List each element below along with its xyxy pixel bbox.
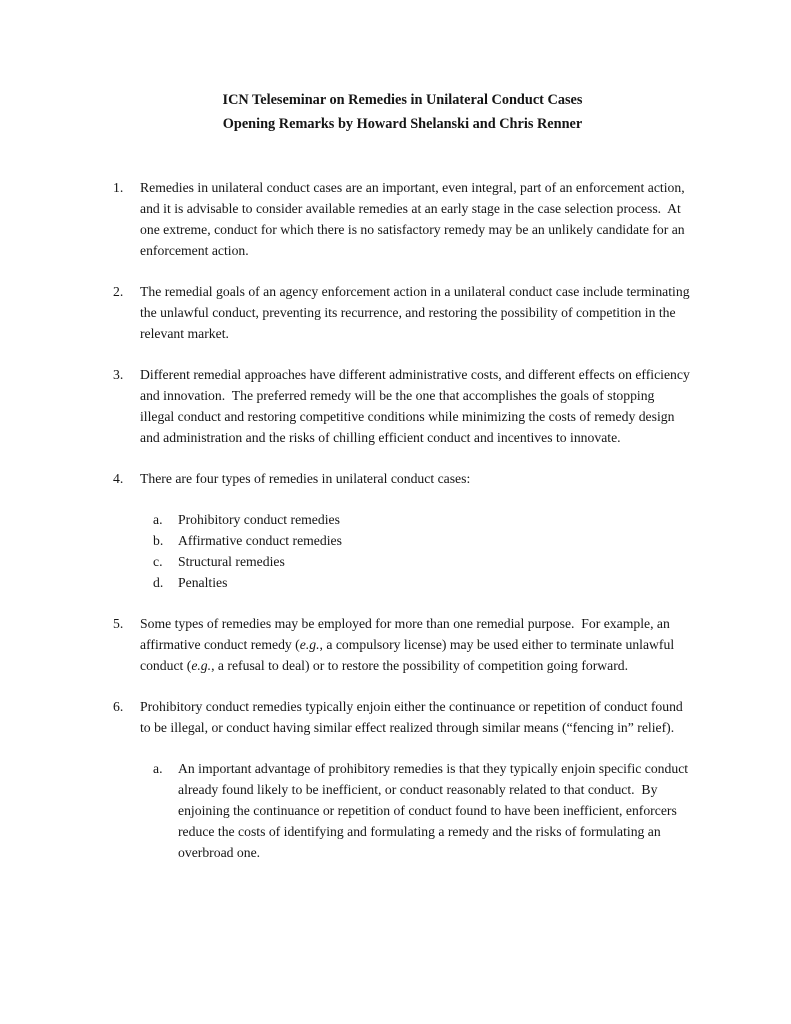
list-body	[140, 696, 692, 863]
list-body	[140, 281, 692, 344]
title-line-1: ICN Teleseminar on Remedies in Unilateral Conduct Cases	[222, 92, 583, 108]
list-body	[140, 364, 692, 448]
text-run: Different remedial approaches have different administrative costs, and different effects on efficiency and innovation. The preferred remedy will be the one that accomplishes the goals of stopping illegal conduct and restoring competitive conditions while minimizing the costs of remedy design and administration and the risks of chilling efficient conduct and incentives to innovate.	[140, 367, 694, 445]
sub-list-text	[178, 530, 342, 551]
list-item	[113, 468, 692, 593]
sub-list-marker: a.	[153, 761, 163, 776]
sub-list-body	[178, 572, 227, 593]
sub-list-text	[178, 509, 340, 530]
list-marker: 6.	[113, 699, 124, 714]
text-run: Penalties	[178, 575, 228, 590]
sub-list-item	[153, 509, 692, 530]
list-text	[140, 613, 692, 676]
sub-list-body	[178, 551, 285, 572]
list-item	[113, 613, 692, 676]
italic-text-run: e.g.	[191, 658, 212, 673]
sub-list-item	[153, 758, 692, 863]
text-run: , a refusal to deal) or to restore the possibility of competition going forward.	[211, 658, 629, 673]
list-text	[140, 364, 692, 448]
sub-list-body	[178, 509, 340, 530]
list-marker: 2.	[113, 284, 124, 299]
text-run: Prohibitory conduct remedies	[178, 512, 340, 527]
list-item	[113, 364, 692, 448]
list-text	[140, 696, 692, 738]
text-run: There are four types of remedies in unilateral conduct cases:	[140, 471, 471, 486]
list-text	[140, 177, 692, 261]
text-run: , a compulsory license) may be used either to terminate unlawful conduct (	[140, 637, 678, 673]
title-line-2: Opening Remarks by Howard Shelanski and Chris Renner	[222, 116, 583, 132]
list-marker: 4.	[113, 471, 124, 486]
text-run: Remedies in unilateral conduct cases are an important, even integral, part of an enforcement action, and it is advisable to consider available remedies at an early stage in the case selection process. At one extreme, conduct for which there is no satisfactory remedy may be an unlikely candidate for an enforcement action.	[140, 180, 689, 258]
list-body	[140, 613, 692, 676]
sub-list-body	[178, 530, 342, 551]
text-run: Structural remedies	[178, 554, 285, 569]
sub-list-marker: d.	[153, 575, 164, 590]
sub-list-item	[153, 551, 692, 572]
list-item	[113, 281, 692, 344]
list-text	[140, 281, 692, 344]
sub-list-item	[153, 530, 692, 551]
list-marker: 5.	[113, 616, 124, 631]
list-text	[140, 468, 692, 489]
sub-list-body	[178, 758, 692, 863]
list-marker: 1.	[113, 180, 124, 195]
text-run: Prohibitory conduct remedies typically enjoin either the continuance or repetition of conduct found to be illegal, or conduct having similar effect realized through similar means (“fencing in” relief).	[140, 699, 687, 735]
sub-list-text	[178, 758, 692, 863]
list-item	[113, 696, 692, 863]
document-title	[113, 88, 692, 136]
list-body	[140, 177, 692, 261]
sub-list-text	[178, 551, 285, 572]
italic-text-run: e.g.	[299, 637, 320, 652]
sub-list-item	[153, 572, 692, 593]
sub-list	[153, 758, 692, 863]
sub-list-marker: a.	[153, 512, 163, 527]
text-run: Some types of remedies may be employed for more than one remedial purpose. For example, an affirmative conduct remedy (	[140, 616, 674, 652]
text-run: The remedial goals of an agency enforcement action in a unilateral conduct case include terminating the unlawful conduct, preventing its recurrence, and restoring the possibility of competition in the relevant market.	[140, 284, 693, 341]
text-run: An important advantage of prohibitory remedies is that they typically enjoin specific conduct already found likely to be inefficient, or conduct reasonably related to that conduct. By enjoining the continuance or repetition of conduct found to have been inefficient, enforcers reduce the costs of identifying and formulating a remedy and the risks of formulating an overbroad one.	[178, 761, 692, 860]
list-item	[113, 177, 692, 261]
sub-list-marker: b.	[153, 533, 164, 548]
numbered-list	[113, 177, 692, 863]
text-run: Affirmative conduct remedies	[178, 533, 342, 548]
sub-list-marker: c.	[153, 554, 163, 569]
sub-list-text	[178, 572, 227, 593]
list-body	[140, 468, 692, 593]
list-marker: 3.	[113, 367, 124, 382]
sub-list	[153, 509, 692, 593]
